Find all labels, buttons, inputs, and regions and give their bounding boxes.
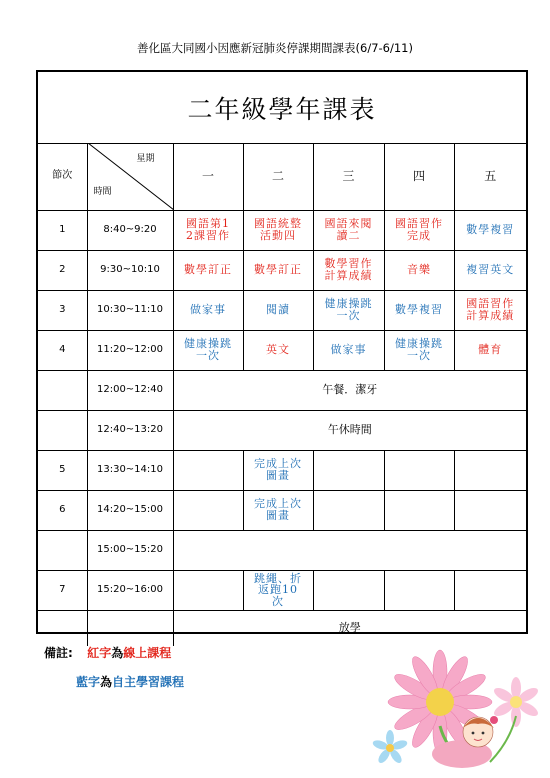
time-slot: 12:40~13:20 bbox=[87, 410, 173, 450]
class-cell bbox=[173, 490, 243, 530]
note-mid-1: 為 bbox=[111, 646, 124, 660]
time-slot bbox=[87, 610, 173, 646]
header-row bbox=[38, 143, 526, 210]
period-number: 4 bbox=[38, 330, 87, 370]
document-title: 善化區大同國小因應新冠肺炎停課期間課表(6/7-6/11) bbox=[137, 41, 413, 55]
class-cell: 音樂 bbox=[384, 250, 454, 290]
merged-activity: 午休時間 bbox=[173, 410, 526, 450]
time-slot: 14:20~15:00 bbox=[87, 490, 173, 530]
day-mon: 一 bbox=[173, 143, 243, 210]
note-label: 備註: bbox=[44, 646, 73, 660]
class-cell: 閱讀 bbox=[243, 290, 313, 330]
schedule-row bbox=[38, 450, 526, 490]
class-cell bbox=[384, 570, 454, 610]
class-cell: 數學複習 bbox=[384, 290, 454, 330]
class-cell: 國語統整 活動四 bbox=[243, 210, 313, 250]
class-cell bbox=[384, 490, 454, 530]
day-thu: 四 bbox=[384, 143, 454, 210]
schedule-row bbox=[38, 250, 526, 290]
day-fri: 五 bbox=[454, 143, 526, 210]
class-cell: 國語習作 計算成績 bbox=[454, 290, 526, 330]
time-slot: 10:30~11:10 bbox=[87, 290, 173, 330]
schedule-row bbox=[38, 370, 526, 410]
class-cell: 健康操跳 一次 bbox=[173, 330, 243, 370]
note-line-2 bbox=[76, 673, 184, 690]
diagonal-line bbox=[88, 143, 174, 210]
class-cell: 做家事 bbox=[173, 290, 243, 330]
period-number bbox=[38, 530, 87, 570]
class-cell: 完成上次 圖畫 bbox=[243, 450, 313, 490]
schedule-row bbox=[38, 410, 526, 450]
note-mid-2: 為 bbox=[100, 675, 113, 689]
flower-girl-illustration bbox=[370, 636, 545, 774]
time-slot: 11:20~12:00 bbox=[87, 330, 173, 370]
schedule-row bbox=[38, 330, 526, 370]
class-cell: 完成上次 圖畫 bbox=[243, 490, 313, 530]
class-cell bbox=[454, 450, 526, 490]
period-number: 1 bbox=[38, 210, 87, 250]
class-cell: 數學訂正 bbox=[173, 250, 243, 290]
schedule-frame bbox=[36, 70, 528, 634]
time-slot: 15:00~15:20 bbox=[87, 530, 173, 570]
schedule-row bbox=[38, 290, 526, 330]
time-slot: 12:00~12:40 bbox=[87, 370, 173, 410]
class-cell: 數學複習 bbox=[454, 210, 526, 250]
merged-activity: 放學 bbox=[173, 610, 526, 646]
header-weekday: 星期 bbox=[136, 154, 155, 164]
class-cell: 跳繩、折 返跑10 次 bbox=[243, 570, 313, 610]
header-period: 節次 bbox=[38, 143, 87, 210]
class-cell: 體育 bbox=[454, 330, 526, 370]
day-wed: 三 bbox=[313, 143, 384, 210]
class-cell: 國語來閱 讀二 bbox=[313, 210, 384, 250]
note-online: 線上課程 bbox=[123, 646, 172, 660]
period-number bbox=[38, 370, 87, 410]
note-line-1 bbox=[44, 644, 171, 661]
day-tue: 二 bbox=[243, 143, 313, 210]
class-cell bbox=[173, 570, 243, 610]
class-cell bbox=[313, 490, 384, 530]
note-blue-word: 藍字 bbox=[76, 675, 101, 689]
note-self-study: 自主學習課程 bbox=[112, 675, 185, 689]
class-cell: 國語第1 2課習作 bbox=[173, 210, 243, 250]
merged-activity: 午餐．潔牙 bbox=[173, 370, 526, 410]
schedule-row bbox=[38, 490, 526, 530]
time-slot: 15:20~16:00 bbox=[87, 570, 173, 610]
period-number bbox=[38, 610, 87, 646]
class-cell bbox=[313, 570, 384, 610]
class-cell: 健康操跳 一次 bbox=[384, 330, 454, 370]
note-red-word: 紅字 bbox=[87, 646, 112, 660]
class-cell: 國語習作 完成 bbox=[384, 210, 454, 250]
class-cell bbox=[384, 450, 454, 490]
class-cell: 數學習作 計算成績 bbox=[313, 250, 384, 290]
class-cell: 複習英文 bbox=[454, 250, 526, 290]
class-cell: 健康操跳 一次 bbox=[313, 290, 384, 330]
schedule-row bbox=[38, 570, 526, 610]
period-number: 5 bbox=[38, 450, 87, 490]
period-number: 2 bbox=[38, 250, 87, 290]
schedule-row bbox=[38, 530, 526, 570]
header-diagonal-cell bbox=[87, 143, 173, 210]
time-slot: 9:30~10:10 bbox=[87, 250, 173, 290]
class-cell bbox=[454, 570, 526, 610]
merged-activity bbox=[173, 530, 526, 570]
class-cell bbox=[313, 450, 384, 490]
table-title: 二年級學年課表 bbox=[38, 72, 526, 144]
period-number bbox=[38, 410, 87, 450]
class-cell: 做家事 bbox=[313, 330, 384, 370]
class-cell: 數學訂正 bbox=[243, 250, 313, 290]
class-cell: 英文 bbox=[243, 330, 313, 370]
period-number: 6 bbox=[38, 490, 87, 530]
time-slot: 13:30~14:10 bbox=[87, 450, 173, 490]
header-time: 時間 bbox=[93, 187, 112, 198]
schedule-row bbox=[38, 210, 526, 250]
period-number: 3 bbox=[38, 290, 87, 330]
class-cell bbox=[173, 450, 243, 490]
period-number: 7 bbox=[38, 570, 87, 610]
schedule-table bbox=[38, 143, 526, 646]
class-cell bbox=[454, 490, 526, 530]
time-slot: 8:40~9:20 bbox=[87, 210, 173, 250]
